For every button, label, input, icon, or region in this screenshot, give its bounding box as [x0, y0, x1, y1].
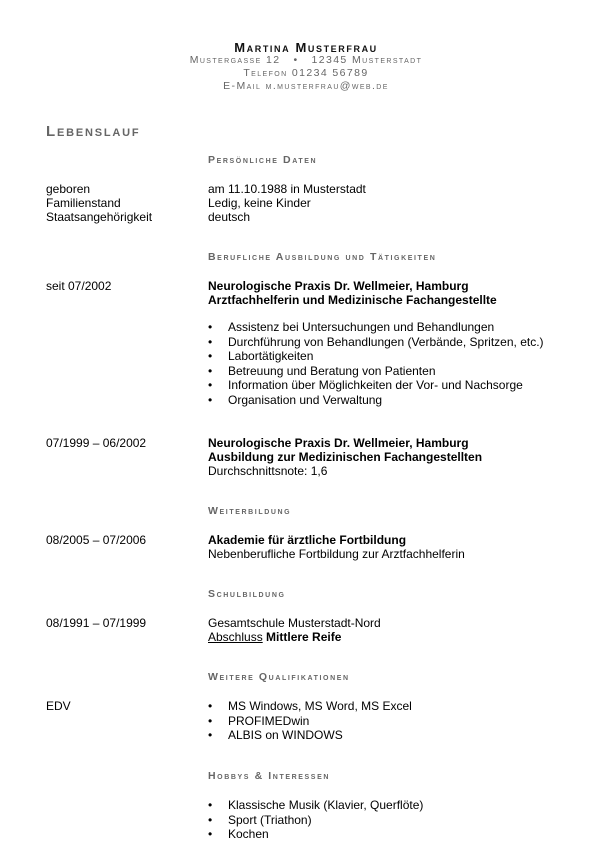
job2-position: Ausbildung zur Medizinischen Fachangestellten: [208, 450, 483, 464]
contact-email: E-Mail m.musterfrau@web.de: [223, 80, 389, 92]
nationality-label: Staatsangehörigkeit: [46, 210, 153, 224]
list-item: • Labortätigkeiten: [208, 349, 544, 364]
degree-label: Abschluss: [208, 630, 263, 644]
list-item: • Assistenz bei Untersuchungen und Behandlungen: [208, 320, 544, 335]
birth-label: geboren: [46, 182, 91, 196]
birth-value: am 11.10.1988 in Musterstadt: [208, 182, 366, 196]
section-heading-school: Schulbildung: [208, 588, 286, 600]
qualifications-list: [208, 699, 412, 743]
training-institution: Akademie für ärztliche Fortbildung: [208, 533, 407, 547]
list-item: • ALBIS on WINDOWS: [208, 728, 412, 743]
family-value: Ledig, keine Kinder: [208, 196, 311, 210]
school-period: 08/1991 – 07/1999: [46, 616, 147, 630]
job2-grade: Durchschnittsnote: 1,6: [208, 464, 328, 478]
training-description: Nebenberufliche Fortbildung zur Arztfachhelferin: [208, 547, 465, 561]
nationality-value: deutsch: [208, 210, 251, 224]
job2-period: 07/1999 – 06/2002: [46, 436, 147, 450]
contact-address: Mustergasse 12 • 12345 Musterstadt: [189, 54, 423, 66]
job1-period: seit 07/2002: [46, 279, 112, 293]
list-item: • Kochen: [208, 827, 423, 842]
list-item: • Sport (Triathon): [208, 813, 423, 828]
list-item: • PROFIMEDwin: [208, 714, 412, 729]
training-period: 08/2005 – 07/2006: [46, 533, 147, 547]
hobbies-list: [208, 798, 423, 842]
school-name: Gesamtschule Musterstadt-Nord: [208, 616, 381, 630]
applicant-name: Martina Musterfrau: [234, 40, 378, 55]
list-item: • Klassische Musik (Klavier, Querflöte): [208, 798, 423, 813]
section-heading-career: Berufliche Ausbildung und Tätigkeiten: [208, 251, 437, 263]
job1-position: Arztfachhelferin und Medizinische Fachangestellte: [208, 293, 497, 307]
list-item: • MS Windows, MS Word, MS Excel: [208, 699, 412, 714]
list-item: • Information über Möglichkeiten der Vor- und Nachsorge: [208, 378, 544, 393]
job2-employer: Neurologische Praxis Dr. Wellmeier, Hamburg: [208, 436, 469, 450]
list-item: • Durchführung von Behandlungen (Verbände, Spritzen, etc.): [208, 335, 544, 350]
section-heading-hobbies: Hobbys & Interessen: [208, 770, 330, 782]
qualifications-label: EDV: [46, 699, 71, 713]
job1-task-list: [208, 320, 544, 407]
contact-phone: Telefon 01234 56789: [243, 67, 369, 79]
degree-value: Mittlere Reife: [266, 630, 342, 644]
list-item: • Organisation und Verwaltung: [208, 393, 544, 408]
section-heading-training: Weiterbildung: [208, 505, 292, 517]
section-heading-personal: Persönliche Daten: [208, 154, 318, 166]
family-label: Familienstand: [46, 196, 121, 210]
document-title: Lebenslauf: [46, 123, 141, 140]
list-item: • Betreuung und Beratung von Patienten: [208, 364, 544, 379]
section-heading-qualifications: Weitere Qualifikationen: [208, 671, 350, 683]
job1-employer: Neurologische Praxis Dr. Wellmeier, Hamburg: [208, 279, 469, 293]
school-degree: [208, 630, 341, 645]
